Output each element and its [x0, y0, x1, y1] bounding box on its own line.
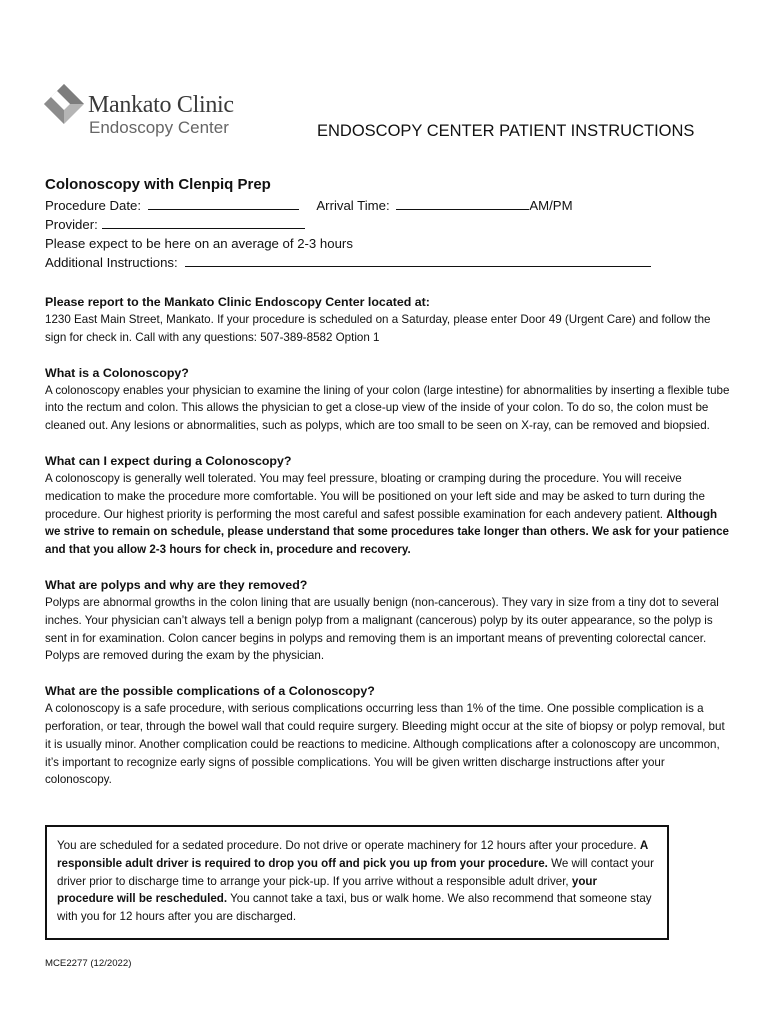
logo-name: Mankato Clinic [88, 92, 234, 118]
expect-duration-text: Please expect to be here on an average of 2-3 hours [45, 236, 353, 251]
additional-instructions-label: Additional Instructions: [45, 255, 178, 270]
procedure-title: Colonoscopy with Clenpiq Prep [45, 176, 271, 193]
notice-bold-reschedule: your procedure will be rescheduled. [57, 874, 598, 906]
procedure-date-label: Procedure Date: [45, 198, 142, 213]
sedation-notice-box [45, 825, 669, 940]
notice-bold-driver: A responsible adult driver is required to drop you off and pick you up from your procedure. [57, 839, 648, 870]
what-to-expect-paragraph [45, 470, 730, 559]
logo-subtitle: Endoscopy Center [89, 118, 229, 137]
arrival-time-field[interactable] [396, 196, 529, 210]
complications-heading: What are the possible complications of a Colonoscopy? [45, 684, 375, 699]
complications-text: A colonoscopy is a safe procedure, with serious complications occurring less than 1% of the time. One possible complication is a perforation, or tear, through the bowel wall that could require surgery. Bleeding might occur at the site of biopsy or polyp removal, but it is usually minor. Another complication could be reactions to medicine. Although complications after a colonoscopy are uncommon, it’s important to recognize early signs of possible complications. You will be given written discharge instructions after your colonoscopy. [45, 702, 725, 787]
notice-part-2: We will contact your driver prior to discharge time to arrange your pick-up. If you arrive without a responsible adult driver, [57, 856, 654, 888]
clinic-logo [44, 84, 244, 144]
procedure-date-field[interactable] [148, 196, 299, 210]
report-location-heading: Please report to the Mankato Clinic Endoscopy Center located at: [45, 295, 430, 309]
polyps-text: Polyps are abnormal growths in the colon lining that are usually benign (non-cancerous). They vary in size from a tiny dot to several inches. Your physician can’t always tell a benign polyp from a malignant (cancerous) polyp by its outer appearance, so the polyp is sent in for examination. Colon cancer begins in polyps and removing them is an important means of preventing colorectal cancer. Polyps are removed during the exam by the physician. [45, 595, 719, 663]
arrival-time-suffix: AM/PM [529, 198, 573, 213]
document-body [45, 176, 730, 789]
logo-diamond-icon [44, 84, 84, 124]
sedation-notice-text [57, 837, 655, 926]
form-code: MCE2277 (12/2022) [45, 958, 132, 969]
notice-part-1: You are scheduled for a sedated procedure. Do not drive or operate machinery for 12 hours after your procedure. [57, 839, 637, 852]
provider-label: Provider: [45, 217, 98, 232]
document-title: ENDOSCOPY CENTER PATIENT INSTRUCTIONS [317, 122, 695, 140]
provider-row [45, 215, 730, 234]
additional-instructions-row [45, 253, 730, 272]
provider-field[interactable] [102, 215, 305, 229]
arrival-time-label: Arrival Time: [316, 198, 390, 213]
what-to-expect-text: A colonoscopy is generally well tolerated. You may feel pressure, bloating or cramping during the procedure. You will receive medication to make the procedure more comfortable. You will be positioned on your left side and may be asked to turn during the procedure. Our highest priority is performing the most careful and safest possible examination for each andevery patient. [45, 471, 705, 521]
what-to-expect-bold-text: Although we strive to remain on schedule, please understand that some procedures take longer than others. We ask for your patience and that you allow 2-3 hours for check in, procedure and recovery. [45, 507, 730, 557]
notice-part-3: You cannot take a taxi, bus or walk home. We also recommend that someone stay with you for 12 hours after you are discharged. [57, 892, 652, 924]
what-is-colonoscopy-heading: What is a Colonoscopy? [45, 365, 189, 380]
report-location-text: 1230 East Main Street, Mankato. If your procedure is scheduled on a Saturday, please enter Door 49 (Urgent Care) and follow the sign for check in. Call with any questions: 507-389-8582 Option 1 [45, 313, 711, 344]
polyps-heading: What are polyps and why are they removed? [45, 577, 308, 592]
what-is-colonoscopy-text: A colonoscopy enables your physician to examine the lining of your colon (large intestine) for abnormalities by inserting a flexible tube into the rectum and colon. This allows the physician to get a close-up view of the inside of your colon. To do so, the colon must be cleaned out. Any lesions or abnormalities, such as polyps, which are too small to be seen on X-ray, can be removed and biopsied. [45, 383, 730, 433]
what-to-expect-heading: What can I expect during a Colonoscopy? [45, 453, 292, 468]
additional-instructions-field[interactable] [185, 253, 651, 267]
procedure-date-row [45, 196, 730, 215]
